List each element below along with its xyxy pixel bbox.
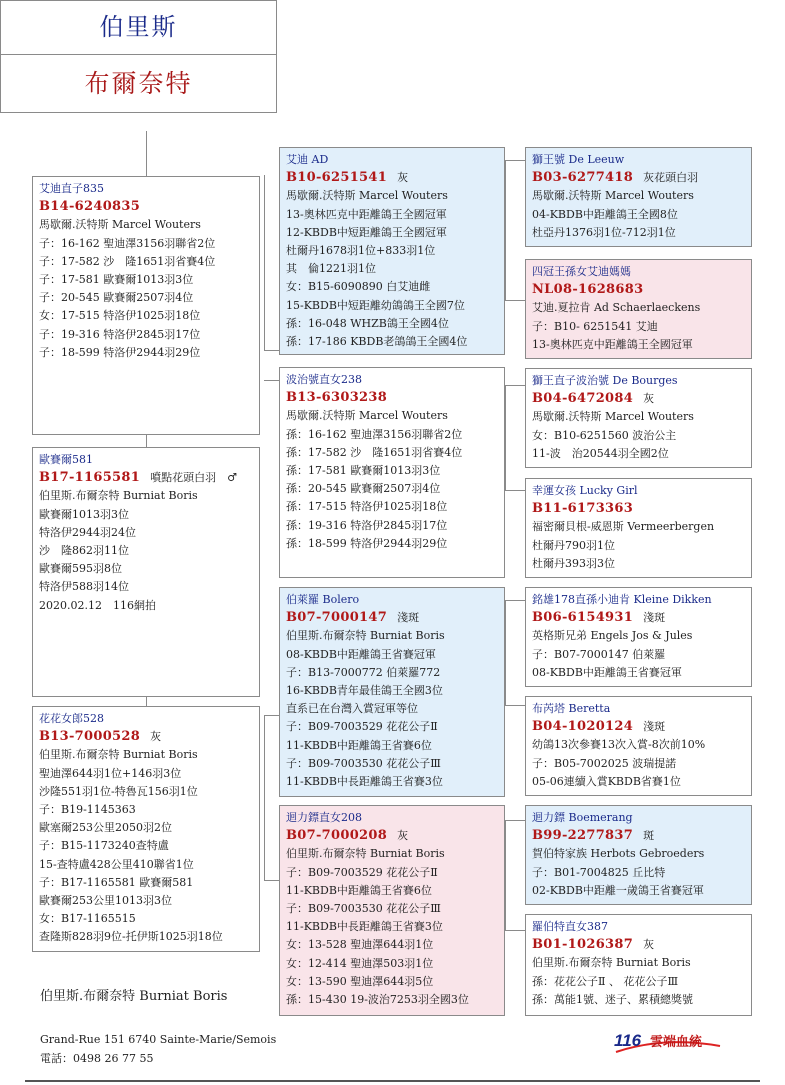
detail-line: 孫：20-545 歐賽爾2507羽4位 bbox=[286, 482, 441, 496]
detail-line: 子：B17-1165581 歐賽爾581 bbox=[39, 875, 194, 889]
detail-line: 11-KBDB中長距離鴿王省賽3位 bbox=[286, 775, 443, 789]
detail-line: 馬歇爾.沃特斯 Marcel Wouters bbox=[39, 218, 201, 232]
detail-line: 杜爾丹790羽1位 bbox=[532, 538, 615, 552]
ggp-details bbox=[532, 736, 745, 791]
detail-line: 子：B09-7003530 花花公子Ⅲ bbox=[286, 756, 441, 770]
detail-line: 11-KBDB中長距離鴿王省賽3位 bbox=[286, 920, 443, 934]
detail-line: 子：B19-1145363 bbox=[39, 803, 136, 817]
detail-line: 女：13-528 聖迪澤644羽1位 bbox=[286, 938, 434, 952]
detail-line: 馬歇爾.沃特斯 Marcel Wouters bbox=[286, 409, 448, 423]
header-name-box bbox=[0, 0, 277, 113]
breeder-name-line2: 布爾奈特 bbox=[84, 69, 193, 98]
subject-card bbox=[32, 447, 260, 697]
connector-line bbox=[505, 160, 506, 300]
detail-line: 杜亞丹1376羽1位-712羽1位 bbox=[532, 225, 676, 239]
gp-title: 迴力鏢直女208 bbox=[286, 811, 362, 824]
dam-title: 花花女郎528 bbox=[39, 712, 104, 725]
ggp-card-8 bbox=[525, 914, 752, 1016]
detail-line: 子：20-545 歐賽爾2507羽4位 bbox=[39, 291, 194, 305]
detail-line: 艾迪.夏拉肯 Ad Schaerlaeckens bbox=[532, 301, 701, 315]
gp-card-1 bbox=[279, 147, 505, 355]
detail-line: 福密爾貝根-威恩斯 Vermeerbergen bbox=[532, 520, 715, 534]
detail-line: 杜爾丹393羽3位 bbox=[532, 556, 615, 570]
detail-line: 女：12-414 聖迪澤503羽1位 bbox=[286, 956, 434, 970]
owner-name: 伯里斯.布爾奈特 Burniat Boris bbox=[40, 989, 228, 1004]
detail-line: 沙隆551羽1位-特魯瓦156羽1位 bbox=[39, 784, 198, 798]
detail-line: 孫：17-581 歐賽爾1013羽3位 bbox=[286, 464, 441, 478]
ggp-ring-number: NL08-1628683 bbox=[532, 282, 644, 298]
connector-line bbox=[505, 490, 525, 491]
detail-line: 15-KBDB中短距離幼鴿鴿王全國7位 bbox=[286, 298, 465, 312]
gp-title: 伯萊羅 Bolero bbox=[286, 593, 360, 606]
connector-line bbox=[264, 175, 265, 350]
detail-line: 子：19-316 特洛伊2845羽17位 bbox=[39, 327, 201, 341]
connector-line bbox=[264, 380, 280, 381]
ggp-card-3 bbox=[525, 368, 752, 468]
detail-line: 孫：16-048 WHZB鴿王全國4位 bbox=[286, 316, 449, 330]
gp-details bbox=[286, 845, 498, 1009]
detail-line: 賀伯特家族 Herbots Gebroeders bbox=[532, 847, 705, 861]
owner-address: Grand-Rue 151 6740 Sainte-Marie/Semois bbox=[40, 1033, 277, 1046]
detail-line: 子：B09-7003529 花花公子Ⅱ bbox=[286, 720, 438, 734]
ggp-details bbox=[532, 627, 745, 682]
detail-line: 13-奧林匹克中距離鴿王全國冠軍 bbox=[532, 337, 693, 351]
detail-line: 13-奧林匹克中距離鴿王全國冠軍 bbox=[286, 207, 447, 221]
detail-line: 歐塞爾253公里2050羽2位 bbox=[39, 821, 172, 835]
detail-line: 05-06連續入賞KBDB省賽1位 bbox=[532, 774, 681, 788]
detail-line: 馬歇爾.沃特斯 Marcel Wouters bbox=[286, 189, 448, 203]
detail-line: 15-查特盧428公里410聯省1位 bbox=[39, 857, 194, 871]
ggp-card-1 bbox=[525, 147, 752, 247]
ggp-details bbox=[532, 187, 745, 242]
ggp-card-7 bbox=[525, 805, 752, 905]
detail-line: 歐賽爾1013羽3位 bbox=[39, 507, 129, 521]
detail-line: 沙 隆862羽11位 bbox=[39, 544, 129, 558]
detail-line: 女：B17-1165515 bbox=[39, 912, 136, 926]
ggp-details bbox=[532, 518, 745, 573]
bottom-divider bbox=[25, 1080, 760, 1082]
detail-line: 伯里斯.布爾奈特 Burniat Boris bbox=[286, 629, 445, 643]
ggp-card-2 bbox=[525, 259, 752, 359]
detail-line: 孫：17-515 特洛伊1025羽18位 bbox=[286, 500, 448, 514]
connector-line bbox=[146, 435, 147, 447]
detail-line: 聖迪澤644羽1位+146羽3位 bbox=[39, 766, 182, 780]
connector-line bbox=[146, 697, 147, 706]
dam-card bbox=[32, 706, 260, 952]
gp-details bbox=[286, 187, 498, 351]
detail-line: 馬歇爾.沃特斯 Marcel Wouters bbox=[532, 189, 694, 203]
detail-line: 子：18-599 特洛伊2944羽29位 bbox=[39, 345, 201, 359]
detail-line: 11-波 治20544羽全國2位 bbox=[532, 446, 669, 460]
gp-card-3 bbox=[279, 587, 505, 797]
detail-line: 馬歇爾.沃特斯 Marcel Wouters bbox=[532, 410, 694, 424]
dam-details bbox=[39, 746, 253, 946]
ggp-details bbox=[532, 954, 745, 1009]
gp-ring-number: B07-7000147 淺斑 bbox=[286, 610, 420, 626]
sire-title: 艾迪直子835 bbox=[39, 182, 104, 195]
detail-line: 孫：花花公子Ⅱ 、 花花公子Ⅲ bbox=[532, 974, 679, 988]
detail-line: 16-KBDB青年最佳鴿王全國3位 bbox=[286, 684, 443, 698]
connector-line bbox=[264, 715, 265, 880]
gp-title: 波治號直女238 bbox=[286, 373, 362, 386]
connector-line bbox=[264, 350, 280, 351]
ggp-card-6 bbox=[525, 696, 752, 796]
connector-line bbox=[505, 600, 525, 601]
detail-line: 子：B09-7003530 花花公子Ⅲ bbox=[286, 902, 441, 916]
sire-ring-number: B14-6240835 bbox=[39, 199, 141, 215]
brand-logo-text: 雲端血統 bbox=[650, 1035, 703, 1050]
owner-phone: 電話：0498 26 77 55 bbox=[40, 1052, 154, 1065]
detail-line: 孫：18-599 特洛伊2944羽29位 bbox=[286, 536, 448, 550]
detail-line: 孫：萬能1號、迷子、累積總獎號 bbox=[532, 992, 693, 1006]
ggp-title: 獅王號 De Leeuw bbox=[532, 153, 625, 166]
connector-line bbox=[505, 385, 506, 490]
detail-line: 2020.02.12 116網拍 bbox=[39, 598, 156, 612]
gp-card-4 bbox=[279, 805, 505, 1016]
brand-logo bbox=[612, 1030, 722, 1054]
detail-line: 孫：19-316 特洛伊2845羽17位 bbox=[286, 518, 448, 532]
ggp-card-4 bbox=[525, 478, 752, 578]
sire-details bbox=[39, 216, 253, 362]
detail-line: 伯里斯.布爾奈特 Burniat Boris bbox=[39, 489, 198, 503]
detail-line: 英格斯兄弟 Engels Jos & Jules bbox=[532, 629, 693, 643]
detail-line: 直系已在台灣入賞冠軍等位 bbox=[286, 702, 418, 716]
detail-line: 孫：17-582 沙 隆1651羽省賽4位 bbox=[286, 445, 463, 459]
detail-line: 特洛伊588羽14位 bbox=[39, 580, 129, 594]
detail-line: 伯里斯.布爾奈特 Burniat Boris bbox=[39, 748, 198, 762]
ggp-card-5 bbox=[525, 587, 752, 687]
detail-line: 11-KBDB中距離鴿王省賽6位 bbox=[286, 738, 432, 752]
connector-line bbox=[264, 715, 280, 716]
connector-line bbox=[505, 385, 525, 386]
ggp-title: 幸運女孩 Lucky Girl bbox=[532, 484, 638, 497]
ggp-ring-number: B06-6154931 淺斑 bbox=[532, 610, 666, 626]
ggp-title: 布芮塔 Beretta bbox=[532, 702, 611, 715]
detail-line: 孫：17-186 KBDB老鴿鴿王全國4位 bbox=[286, 335, 468, 349]
detail-line: 子：B05-7002025 波瑞提諾 bbox=[532, 756, 677, 770]
detail-line: 02-KBDB中距離一歲鴿王省賽冠軍 bbox=[532, 883, 704, 897]
connector-line bbox=[505, 930, 525, 931]
subject-ring-number: B17-1165581 噴點花頭白羽 ♂ bbox=[39, 470, 237, 486]
detail-line: 歐賽爾595羽8位 bbox=[39, 562, 122, 576]
gp-details bbox=[286, 627, 498, 791]
connector-line bbox=[264, 880, 280, 881]
detail-line: 其 倫1221羽1位 bbox=[286, 262, 376, 276]
detail-line: 女：B15-6090890 白艾迪雌 bbox=[286, 280, 431, 294]
detail-line: 女：13-590 聖迪澤644羽5位 bbox=[286, 974, 434, 988]
detail-line: 04-KBDB中距離鴿王全國8位 bbox=[532, 207, 678, 221]
ggp-details bbox=[532, 408, 745, 463]
detail-line: 伯里斯.布爾奈特 Burniat Boris bbox=[532, 956, 691, 970]
detail-line: 子：17-581 歐賽爾1013羽3位 bbox=[39, 273, 194, 287]
ggp-title: 迴力鏢 Boemerang bbox=[532, 811, 633, 824]
ggp-details bbox=[532, 845, 745, 900]
detail-line: 杜爾丹1678羽1位+833羽1位 bbox=[286, 244, 436, 258]
ggp-title: 四冠王孫女艾迪媽媽 bbox=[532, 265, 631, 278]
subject-title: 歐賽爾581 bbox=[39, 453, 93, 466]
dam-ring-number: B13-7000528 灰 bbox=[39, 729, 162, 745]
connector-line bbox=[505, 820, 506, 930]
gp-ring-number: B10-6251541 灰 bbox=[286, 170, 409, 186]
detail-line: 子：B10- 6251541 艾迪 bbox=[532, 319, 658, 333]
detail-line: 08-KBDB中距離鴿王省賽冠軍 bbox=[532, 665, 682, 679]
detail-line: 11-KBDB中距離鴿王省賽6位 bbox=[286, 883, 432, 897]
subject-details bbox=[39, 487, 253, 614]
ggp-title: 銘雄178直孫小迪肯 Kleine Dikken bbox=[532, 593, 712, 606]
ggp-ring-number: B01-1026387 灰 bbox=[532, 937, 655, 953]
detail-line: 特洛伊2944羽24位 bbox=[39, 525, 136, 539]
detail-line: 孫：16-162 聖迪澤3156羽聯省2位 bbox=[286, 427, 463, 441]
gp-details bbox=[286, 407, 498, 553]
ggp-ring-number: B04-1020124 淺斑 bbox=[532, 719, 666, 735]
detail-line: 子：B07-7000147 伯萊羅 bbox=[532, 647, 666, 661]
gp-ring-number: B13-6303238 bbox=[286, 390, 388, 406]
detail-line: 女：17-515 特洛伊1025羽18位 bbox=[39, 309, 201, 323]
connector-line bbox=[505, 300, 525, 301]
gp-ring-number: B07-7000208 灰 bbox=[286, 828, 409, 844]
detail-line: 伯里斯.布爾奈特 Burniat Boris bbox=[286, 847, 445, 861]
detail-line: 孫：15-430 19-波治7253羽全國3位 bbox=[286, 993, 469, 1007]
detail-line: 子：B15-1173240查特盧 bbox=[39, 839, 169, 853]
detail-line: 12-KBDB中短距離鴿王全國冠軍 bbox=[286, 225, 447, 239]
connector-line bbox=[505, 160, 525, 161]
ggp-title: 獅王直子波治號 De Bourges bbox=[532, 374, 678, 387]
connector-line bbox=[505, 600, 506, 705]
detail-line: 子：B01-7004825 丘比特 bbox=[532, 865, 666, 879]
sire-card bbox=[32, 176, 260, 435]
gp-title: 艾迪 AD bbox=[286, 153, 329, 166]
ggp-ring-number: B04-6472084 灰 bbox=[532, 391, 655, 407]
ggp-ring-number: B03-6277418 灰花頭白羽 bbox=[532, 170, 699, 186]
gp-card-2 bbox=[279, 367, 505, 578]
detail-line: 幼鴿13次參賽13次入賞-8次前10% bbox=[532, 738, 706, 752]
ggp-details bbox=[532, 299, 745, 354]
detail-line: 子：17-582 沙 隆1651羽省賽4位 bbox=[39, 254, 216, 268]
ggp-ring-number: B99-2277837 斑 bbox=[532, 828, 655, 844]
ggp-title: 羅伯特直女387 bbox=[532, 920, 608, 933]
breeder-name-line1: 伯里斯 bbox=[1, 1, 276, 55]
brand-logo-number: 116 bbox=[614, 1031, 642, 1050]
detail-line: 子：B09-7003529 花花公子Ⅱ bbox=[286, 865, 438, 879]
connector-line bbox=[505, 820, 525, 821]
connector-line bbox=[146, 131, 147, 176]
detail-line: 歐賽爾253公里1013羽3位 bbox=[39, 894, 172, 908]
detail-line: 查隆斯828羽9位-托伊斯1025羽18位 bbox=[39, 930, 223, 944]
detail-line: 子：B13-7000772 伯萊羅772 bbox=[286, 665, 441, 679]
detail-line: 08-KBDB中距離鴿王省賽冠軍 bbox=[286, 647, 436, 661]
detail-line: 女：B10-6251560 波治公主 bbox=[532, 428, 677, 442]
detail-line: 子：16-162 聖迪澤3156羽聯省2位 bbox=[39, 236, 216, 250]
connector-line bbox=[505, 705, 525, 706]
ggp-ring-number: B11-6173363 bbox=[532, 501, 634, 517]
